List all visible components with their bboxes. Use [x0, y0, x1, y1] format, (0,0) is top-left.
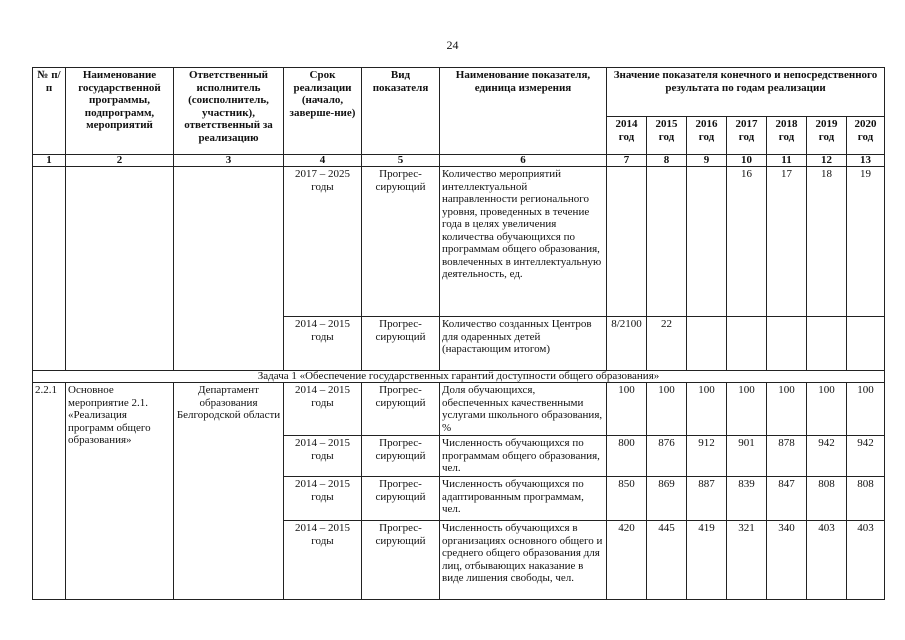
column-number: 13	[847, 155, 885, 167]
header-year: 2015 год	[647, 117, 687, 155]
value-cell: 100	[687, 383, 727, 436]
column-number: 8	[647, 155, 687, 167]
indicator-type-cell: Прогрес-сирующий	[362, 317, 440, 371]
value-cell: 942	[847, 436, 885, 477]
table-row	[33, 167, 885, 317]
value-cell: 18	[807, 167, 847, 317]
period-cell: 2014 – 2015 годы	[284, 477, 362, 521]
value-cell: 403	[847, 521, 885, 600]
value-cell	[647, 167, 687, 317]
value-cell	[847, 317, 885, 371]
header-indicator-name: Наименование показателя, единица измерения	[440, 68, 607, 155]
indicator-type-cell: Прогрес-сирующий	[362, 477, 440, 521]
value-cell: 100	[647, 383, 687, 436]
column-number: 4	[284, 155, 362, 167]
value-cell: 19	[847, 167, 885, 317]
column-number: 2	[66, 155, 174, 167]
indicator-name-cell: Количество мероприятий интеллектуальной направленности регионального уровня, проведенных в течение года в целях увеличения количества обучающихся по программам общего образования, вовлеченных в интеллектуальную деятельность, ед.	[440, 167, 607, 317]
indicator-name-cell: Численность обучающихся по программам общего образования, чел.	[440, 436, 607, 477]
header-period: Срок реализации (начало, заверше-ние)	[284, 68, 362, 155]
column-numbers-row	[33, 155, 885, 167]
task-row	[33, 371, 885, 383]
column-number: 7	[607, 155, 647, 167]
column-number: 9	[687, 155, 727, 167]
value-cell	[687, 167, 727, 317]
value-cell: 942	[807, 436, 847, 477]
value-cell: 100	[807, 383, 847, 436]
value-cell	[807, 317, 847, 371]
value-cell: 839	[727, 477, 767, 521]
header-year: 2016 год	[687, 117, 727, 155]
value-cell: 22	[647, 317, 687, 371]
header-indicator-type: Вид показателя	[362, 68, 440, 155]
task-title: Задача 1 «Обеспечение государственных гарантий доступности общего образования»	[33, 371, 885, 383]
value-cell: 340	[767, 521, 807, 600]
indicator-name-cell: Количество созданных Центров для одаренных детей (нарастающим итогом)	[440, 317, 607, 371]
indicator-name-cell: Доля обучающихся, обеспеченных качественными услугами школьного образования, %	[440, 383, 607, 436]
value-cell: 8/2100	[607, 317, 647, 371]
value-cell: 850	[607, 477, 647, 521]
header-year: 2020 год	[847, 117, 885, 155]
column-number: 6	[440, 155, 607, 167]
header-executor: Ответственный исполнитель (соисполнитель, участник), ответственный за реализацию	[174, 68, 284, 155]
value-cell: 847	[767, 477, 807, 521]
value-cell: 887	[687, 477, 727, 521]
program-table	[32, 67, 885, 600]
value-cell: 901	[727, 436, 767, 477]
value-cell: 419	[687, 521, 727, 600]
activity-number: 2.2.1	[33, 383, 66, 600]
value-cell: 878	[767, 436, 807, 477]
activity-name: Основное мероприятие 2.1. «Реализация программ общего образования»	[66, 383, 174, 600]
period-cell: 2014 – 2015 годы	[284, 436, 362, 477]
column-number: 5	[362, 155, 440, 167]
value-cell: 403	[807, 521, 847, 600]
header-number: № п/п	[33, 68, 66, 155]
indicator-type-cell: Прогрес-сирующий	[362, 436, 440, 477]
header-year: 2018 год	[767, 117, 807, 155]
indicator-name-cell: Численность обучающихся в организациях основного общего и среднего общего образования для лиц, отбывающих наказание в виде лишения свободы, чел.	[440, 521, 607, 600]
header-values-group: Значение показателя конечного и непосредственного результата по годам реализации	[607, 68, 885, 117]
value-cell: 321	[727, 521, 767, 600]
header-program-name: Наименование государственной программы, подпрограмм, мероприятий	[66, 68, 174, 155]
indicator-name-cell: Численность обучающихся по адаптированным программам, чел.	[440, 477, 607, 521]
empty-cell	[66, 167, 174, 371]
period-cell: 2014 – 2015 годы	[284, 317, 362, 371]
value-cell: 100	[607, 383, 647, 436]
header-year: 2014 год	[607, 117, 647, 155]
value-cell: 17	[767, 167, 807, 317]
empty-cell	[33, 167, 66, 371]
indicator-type-cell: Прогрес-сирующий	[362, 383, 440, 436]
value-cell: 100	[847, 383, 885, 436]
column-number: 3	[174, 155, 284, 167]
value-cell: 445	[647, 521, 687, 600]
value-cell: 876	[647, 436, 687, 477]
indicator-type-cell: Прогрес-сирующий	[362, 167, 440, 317]
header-year: 2019 год	[807, 117, 847, 155]
table-row	[33, 383, 885, 436]
value-cell: 100	[767, 383, 807, 436]
indicator-type-cell: Прогрес-сирующий	[362, 521, 440, 600]
column-number: 11	[767, 155, 807, 167]
value-cell: 100	[727, 383, 767, 436]
value-cell: 800	[607, 436, 647, 477]
empty-cell	[174, 167, 284, 371]
value-cell: 912	[687, 436, 727, 477]
header-row	[33, 68, 885, 117]
value-cell	[767, 317, 807, 371]
period-cell: 2017 – 2025 годы	[284, 167, 362, 317]
activity-executor: Департамент образования Белгородской области	[174, 383, 284, 600]
page-number: 24	[446, 38, 459, 52]
value-cell	[687, 317, 727, 371]
value-cell: 420	[607, 521, 647, 600]
header-year: 2017 год	[727, 117, 767, 155]
value-cell: 808	[807, 477, 847, 521]
value-cell	[607, 167, 647, 317]
value-cell: 869	[647, 477, 687, 521]
column-number: 1	[33, 155, 66, 167]
period-cell: 2014 – 2015 годы	[284, 383, 362, 436]
value-cell: 808	[847, 477, 885, 521]
value-cell: 16	[727, 167, 767, 317]
period-cell: 2014 – 2015 годы	[284, 521, 362, 600]
column-number: 10	[727, 155, 767, 167]
column-number: 12	[807, 155, 847, 167]
value-cell	[727, 317, 767, 371]
